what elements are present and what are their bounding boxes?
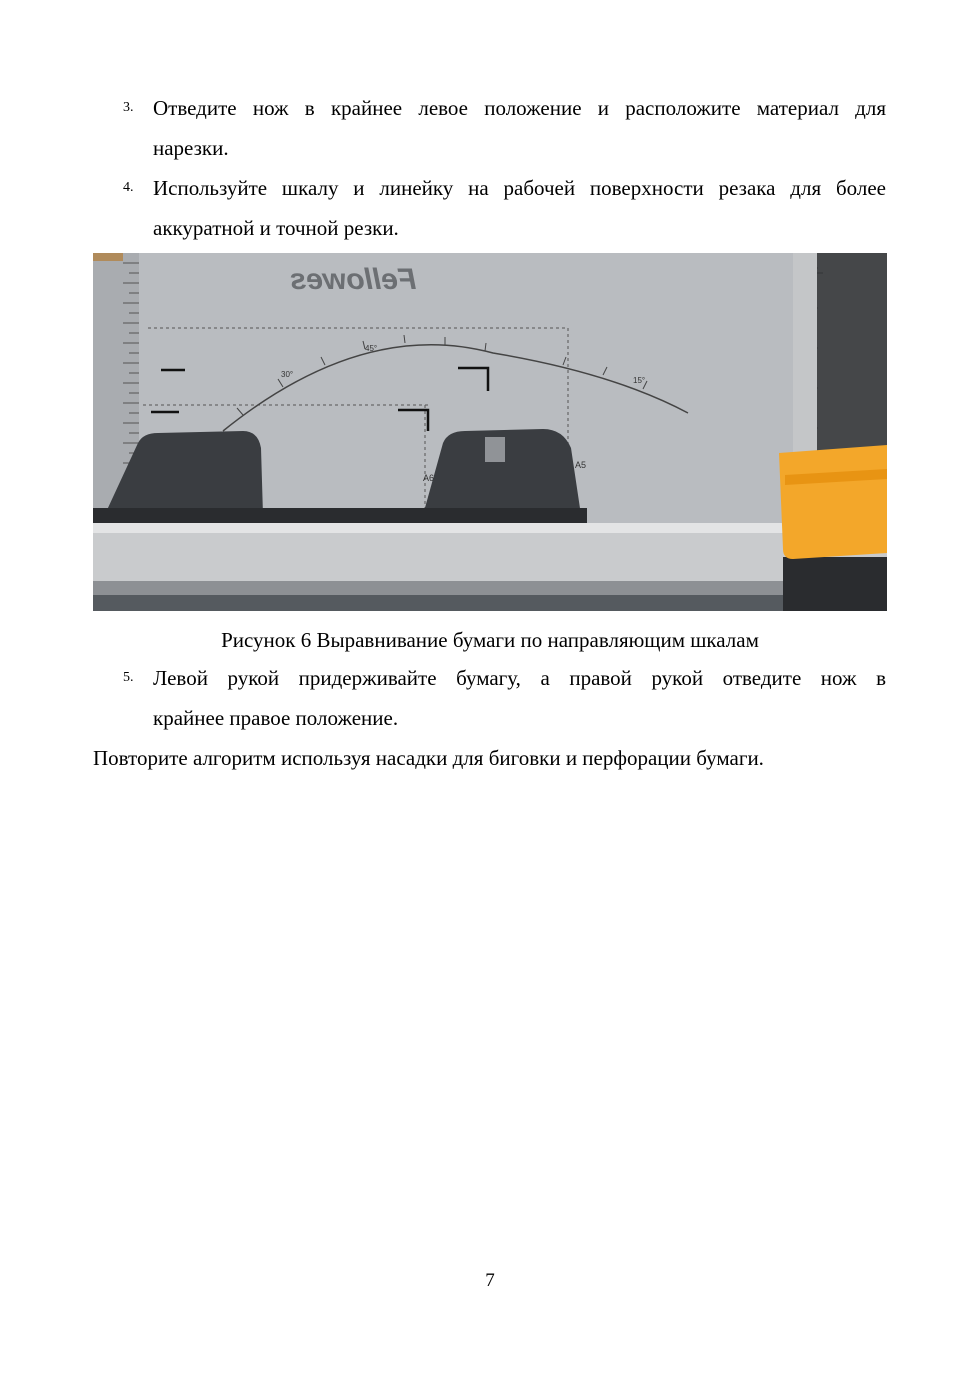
paper-cutter-image (93, 253, 887, 611)
cutter-handle (779, 445, 887, 559)
page-number: 7 (485, 1270, 495, 1291)
svg-text:15°: 15° (633, 376, 646, 385)
list-text-line: аккуратной и точной резки. (153, 216, 399, 240)
figure-photo (93, 253, 887, 611)
list-number: 5. (123, 670, 134, 685)
svg-text:A5: A5 (575, 460, 587, 470)
closing-paragraph: Повторите алгоритм используя насадки для биговки и перфорации бумаги. (93, 746, 764, 770)
list-text-line: Отведите нож в крайнее левое положение и расположите материал для (153, 96, 886, 120)
list-text-line: нарезки. (153, 136, 229, 160)
list-text-line: Используйте шкалу и линейку на рабочей поверхности резака для более (153, 176, 886, 200)
list-number: 4. (123, 180, 134, 195)
svg-text:A6: A6 (423, 473, 435, 483)
svg-text:45°: 45° (365, 344, 378, 353)
list-text-line: Левой рукой придерживайте бумагу, а правой рукой отведите нож в (153, 666, 886, 690)
figure-caption: Рисунок 6 Выравнивание бумаги по направляющим шкалам (221, 628, 759, 652)
list-number: 3. (123, 100, 134, 115)
svg-text:30°: 30° (281, 370, 294, 379)
brand-logo: Fellowes (289, 263, 417, 296)
list-text-line: крайнее правое положение. (153, 706, 399, 730)
